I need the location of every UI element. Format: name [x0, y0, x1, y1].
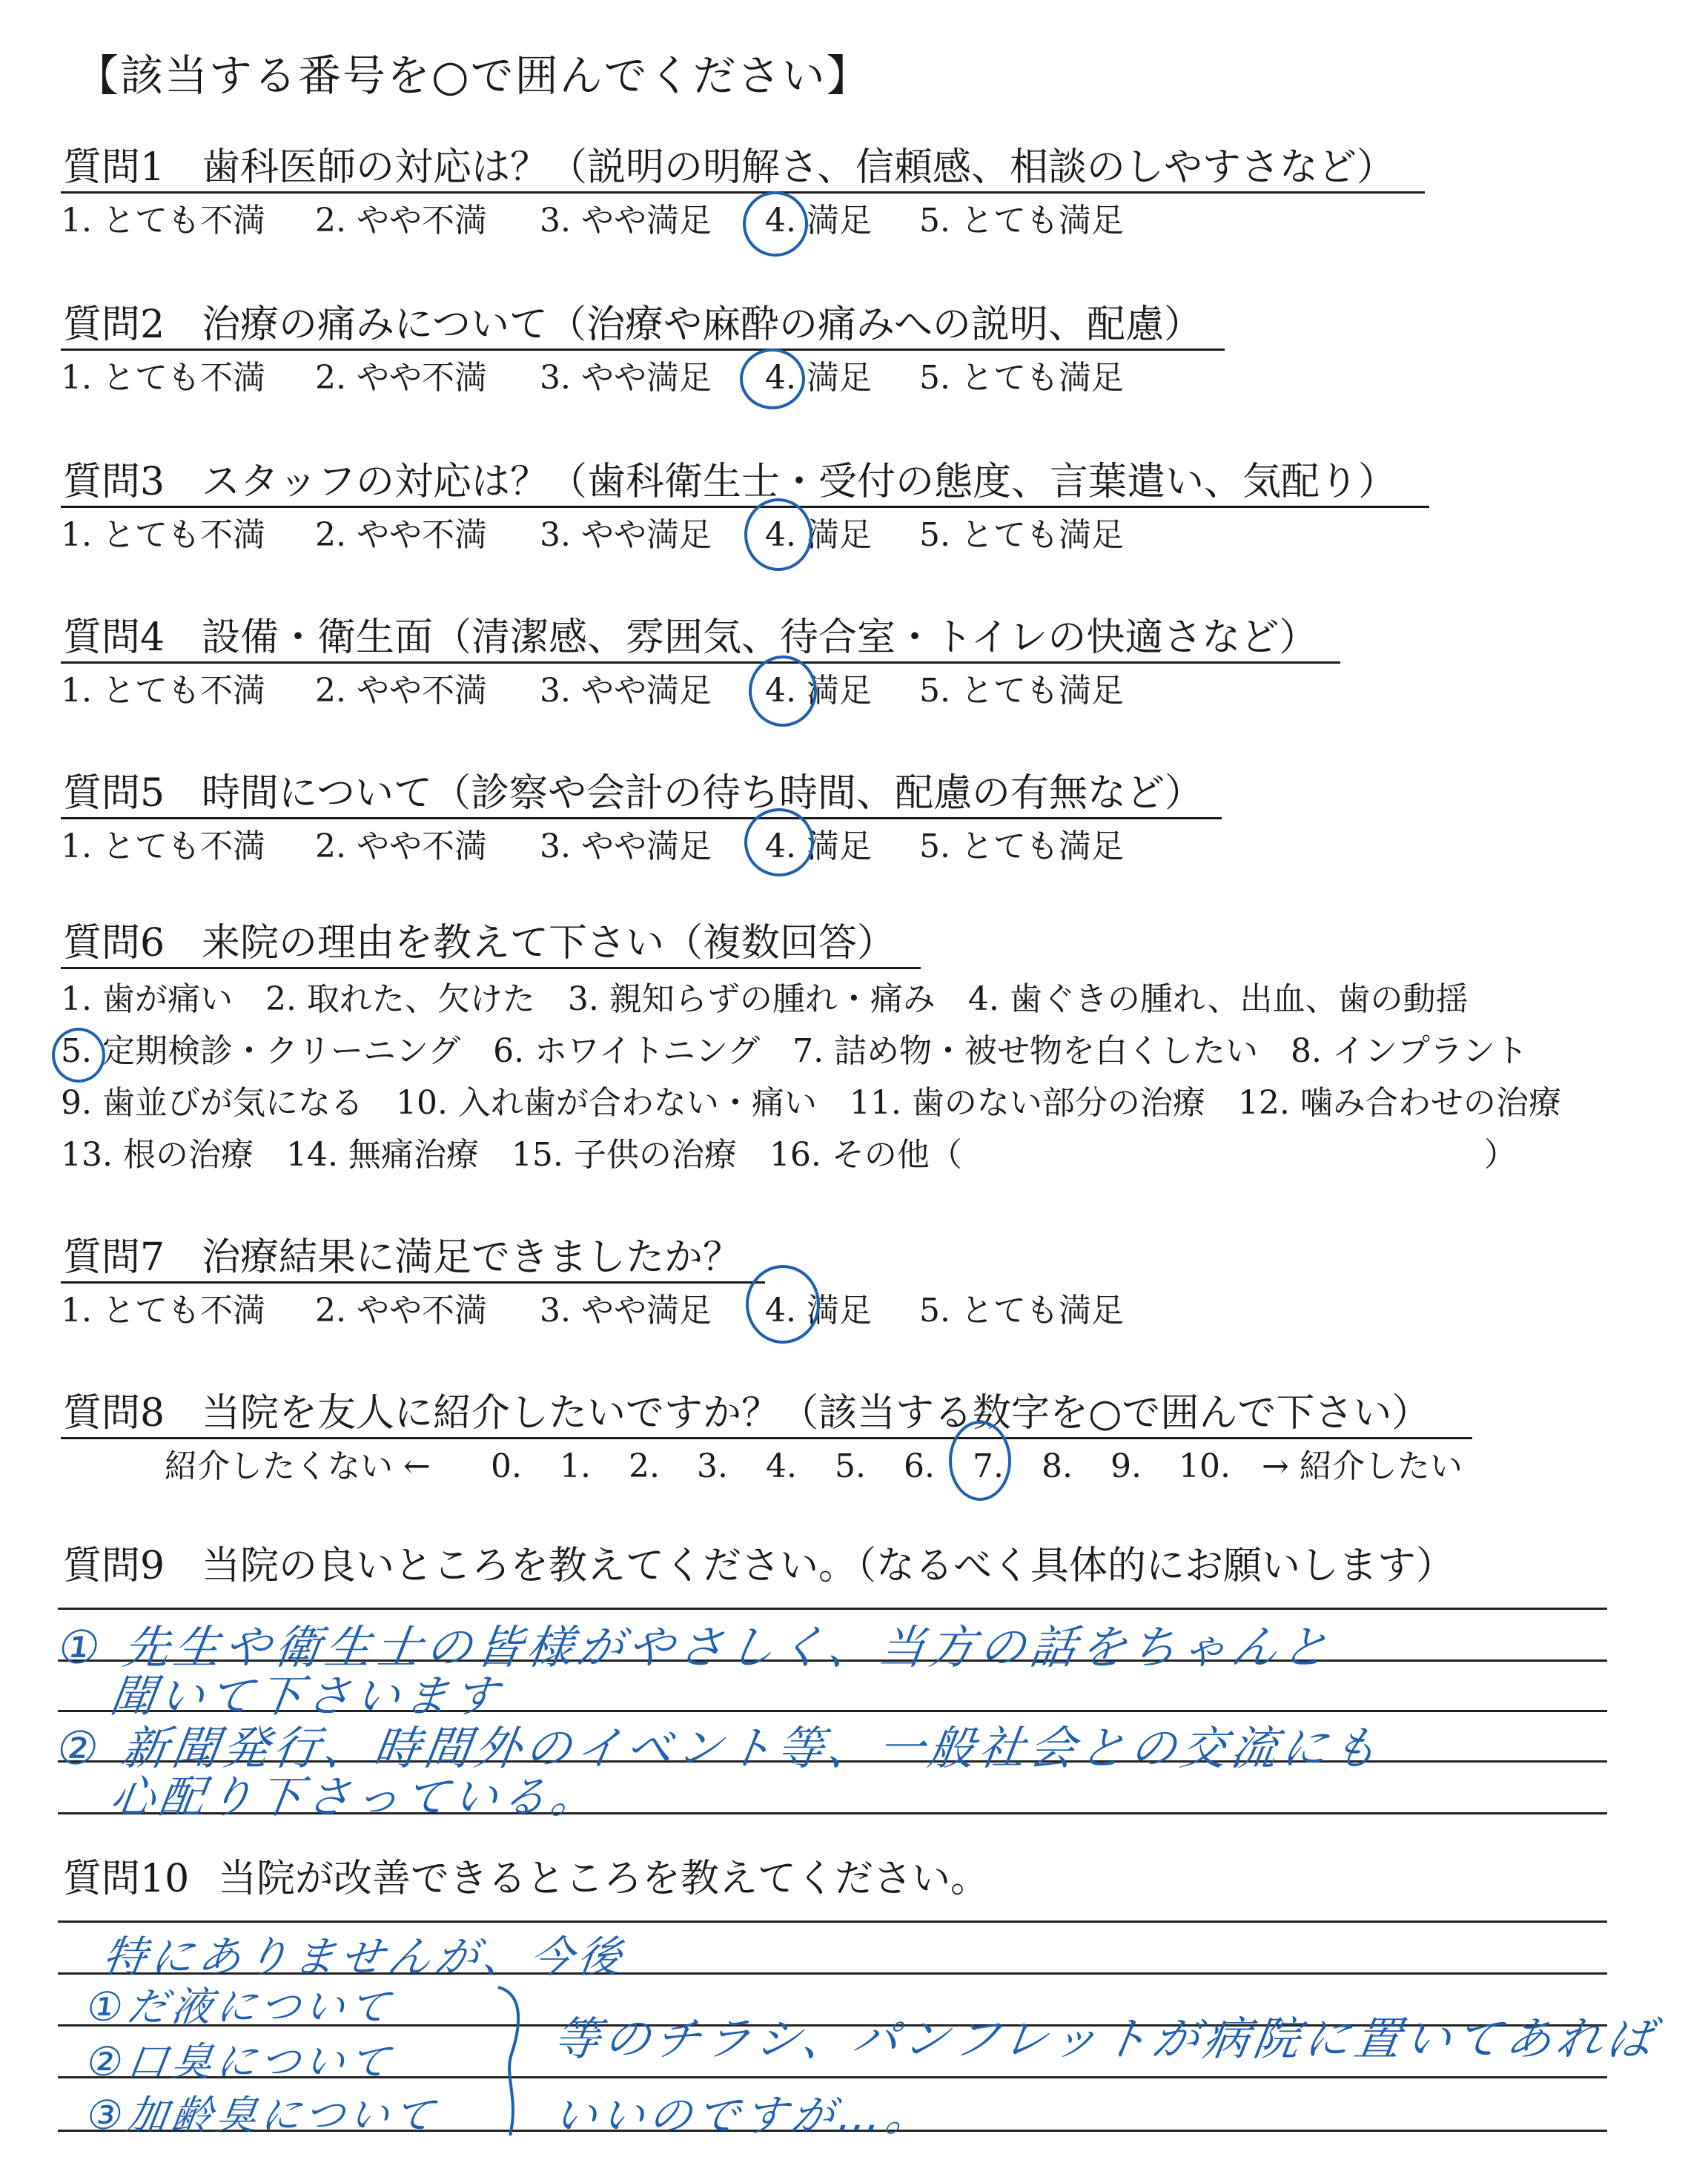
q9-handwriting-line-4: 心配り下さっている。 [107, 1771, 604, 1823]
q8-scale-right-label: → 紹介したい [1262, 1447, 1463, 1485]
q8-scale-8[interactable]: 8. [1042, 1447, 1073, 1485]
q6-label: 質問6 [63, 921, 165, 965]
q9-label: 質問9 [63, 1544, 165, 1588]
q4-option-4[interactable]: 4. 満足 [765, 672, 872, 710]
q3-option-2[interactable]: 2. やや不満 [315, 516, 487, 554]
q6-options-row-3[interactable]: 9. 歯並びが気になる 10. 入れ歯が合わない・痛い 11. 歯のない部分の治療 12. 噛み合わせの治療 [61, 1084, 1561, 1122]
q7-text: 治療結果に満足できましたか？ [202, 1235, 742, 1280]
q10-handwriting-line-5: 等のチラシ、パンフレットが病院に置いてあれば [550, 2012, 1661, 2066]
q8-scale-2[interactable]: 2. [629, 1447, 660, 1485]
q1-option-5[interactable]: 5. とても満足 [919, 202, 1124, 240]
q10-handwriting-line-6: いいのですが…。 [550, 2090, 938, 2141]
q5-option-4[interactable]: 4. 満足 [765, 828, 872, 865]
q4-label: 質問4 [63, 615, 165, 660]
q8-scale-9[interactable]: 9. [1110, 1447, 1142, 1485]
q10-text: 当院が改善できるところを教えてください。 [218, 1857, 990, 1901]
q3-option-1[interactable]: 1. とても不満 [61, 516, 265, 554]
q3-text: スタッフの対応は？（歯科衛生士・受付の態度、言葉遣い、気配り） [202, 460, 1397, 504]
q2-option-4[interactable]: 4. 満足 [765, 359, 872, 397]
q10-handwriting-line-3: ②口臭について [84, 2038, 397, 2085]
q2-option-3[interactable]: 3. やや満足 [540, 359, 712, 397]
q3-option-3[interactable]: 3. やや満足 [540, 516, 712, 554]
q4-text: 設備・衛生面（清潔感、雰囲気、待合室・トイレの快適さなど） [202, 615, 1318, 660]
q8-scale-0[interactable]: 0. [491, 1447, 522, 1485]
q7-option-3[interactable]: 3. やや満足 [540, 1292, 712, 1330]
q5-text: 時間について（診察や会計の待ち時間、配慮の有無など） [202, 771, 1203, 816]
q1-option-2[interactable]: 2. やや不満 [315, 202, 487, 240]
q9-handwriting-line-3: ② 新聞発行、時間外のイベント等、一般社会との交流にも [53, 1721, 1386, 1775]
q8-label: 質問8 [63, 1391, 165, 1436]
q7-option-5[interactable]: 5. とても満足 [919, 1292, 1124, 1330]
q2-text: 治療の痛みについて（治療や麻酔の痛みへの説明、配慮） [202, 303, 1202, 347]
q5-option-5[interactable]: 5. とても満足 [919, 828, 1124, 865]
page-title: 【該当する番号を○で囲んでください】 [76, 50, 871, 101]
q8-scale-7[interactable]: 7. [973, 1447, 1004, 1485]
q1-option-3[interactable]: 3. やや満足 [540, 202, 712, 240]
q1-label: 質問1 [63, 145, 165, 190]
q4-option-3[interactable]: 3. やや満足 [540, 672, 712, 710]
q2-option-5[interactable]: 5. とても満足 [919, 359, 1124, 397]
q8-scale-3[interactable]: 3. [697, 1447, 728, 1485]
q2-option-1[interactable]: 1. とても不満 [61, 359, 265, 397]
q3-label: 質問3 [63, 460, 165, 504]
q9-handwriting-line-1: ① 先生や衛生士の皆様がやさしく、当方の話をちゃんと [55, 1620, 1337, 1674]
q6-options-row-2[interactable]: 5. 定期検診・クリーニング 6. ホワイトニング 7. 詰め物・被せ物を白くしたい 8. インプラント [61, 1032, 1529, 1070]
q7-option-1[interactable]: 1. とても不満 [61, 1292, 265, 1330]
q7-option-4[interactable]: 4. 満足 [765, 1292, 872, 1330]
q5-option-2[interactable]: 2. やや不満 [315, 828, 487, 865]
q8-text: 当院を友人に紹介したいですか？（該当する数字を○で囲んで下さい） [202, 1391, 1431, 1436]
q7-label: 質問7 [63, 1235, 165, 1280]
q8-scale-4[interactable]: 4. [766, 1447, 797, 1485]
q8-scale-5[interactable]: 5. [835, 1447, 866, 1485]
q8-scale-6[interactable]: 6. [904, 1447, 935, 1485]
q5-option-3[interactable]: 3. やや満足 [540, 828, 712, 865]
q4-option-5[interactable]: 5. とても満足 [919, 672, 1124, 710]
q9-text: 当院の良いところを教えてください。（なるべく具体的にお願いします） [202, 1544, 1455, 1588]
q5-label: 質問5 [63, 771, 165, 816]
q7-option-2[interactable]: 2. やや不満 [315, 1292, 487, 1330]
q8-scale-left-label: 紹介したくない ← [165, 1447, 431, 1485]
q10-label: 質問10 [63, 1857, 190, 1901]
q6-text: 来院の理由を教えて下さい（複数回答） [202, 921, 896, 965]
q2-label: 質問2 [63, 303, 165, 347]
q4-option-2[interactable]: 2. やや不満 [315, 672, 487, 710]
q10-handwriting-line-2: ①だ液について [84, 1984, 397, 2030]
q3-option-4[interactable]: 4. 満足 [765, 516, 872, 554]
q1-option-4[interactable]: 4. 満足 [765, 202, 872, 240]
q1-text: 歯科医師の対応は？（説明の明解さ、信頼感、相談のしやすさなど） [202, 145, 1395, 190]
q6-options-row-1[interactable]: 1. 歯が痛い 2. 取れた、欠けた 3. 親知らずの腫れ・痛み 4. 歯ぐきの腫れ、出血、歯の動揺 [61, 980, 1469, 1018]
q10-handwriting-line-1: 特にありませんが、今後 [99, 1932, 629, 1982]
q5-option-1[interactable]: 1. とても不満 [61, 828, 265, 865]
q10-handwriting-line-4: ③加齢臭について [84, 2092, 442, 2138]
q2-option-2[interactable]: 2. やや不満 [315, 359, 487, 397]
q1-option-1[interactable]: 1. とても不満 [61, 202, 265, 240]
q3-option-5[interactable]: 5. とても満足 [919, 516, 1124, 554]
q8-scale-10[interactable]: 10. [1179, 1447, 1231, 1485]
q8-scale-1[interactable]: 1. [560, 1447, 591, 1485]
q9-handwriting-line-2: 聞いて下さいます [107, 1671, 506, 1723]
q4-option-1[interactable]: 1. とても不満 [61, 672, 265, 710]
q6-options-row-4[interactable]: 13. 根の治療 14. 無痛治療 15. 子供の治療 16. その他（ ） [61, 1136, 1517, 1174]
